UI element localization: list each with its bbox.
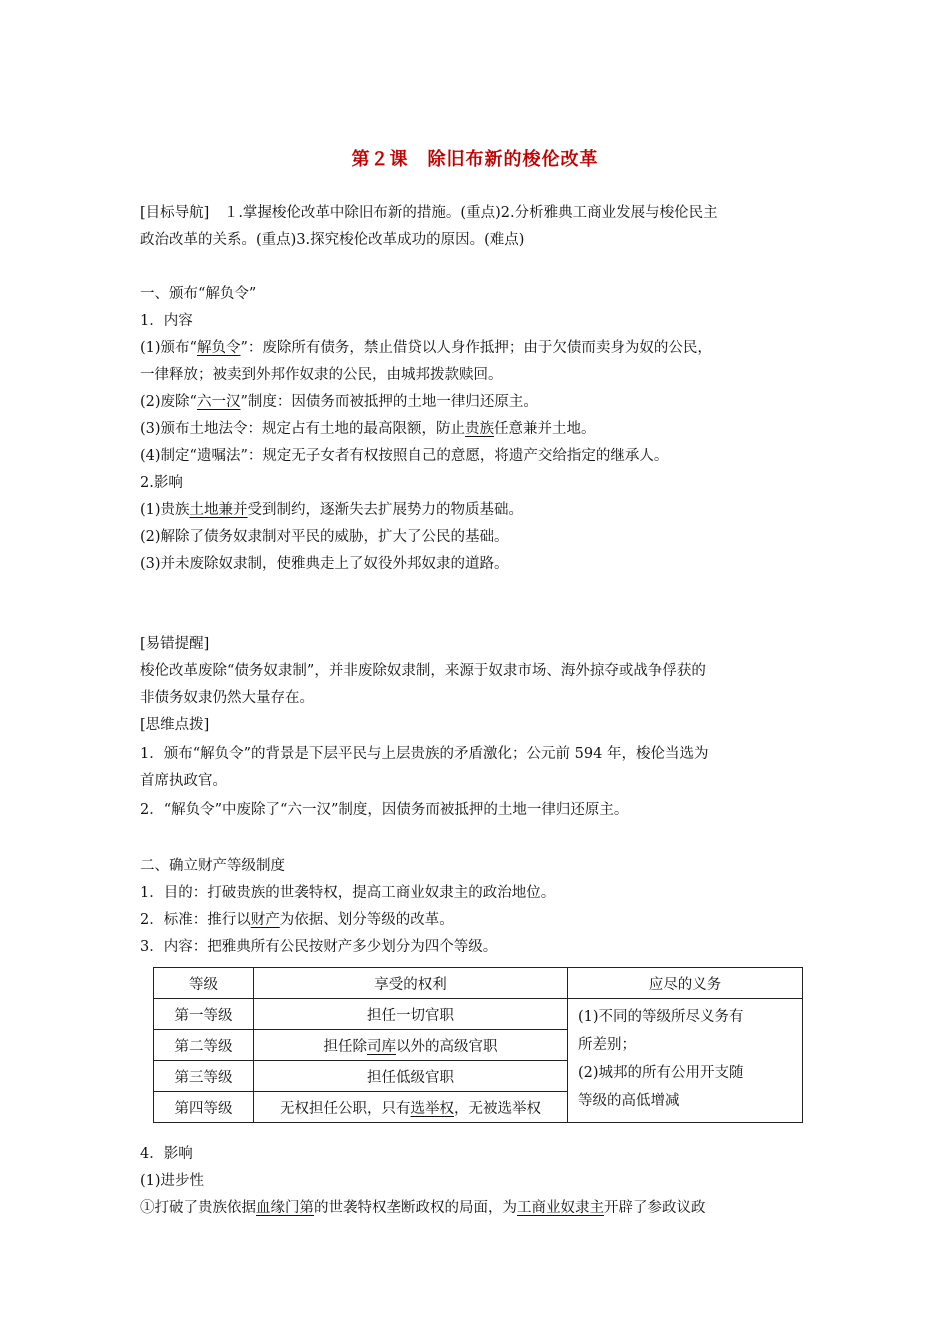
standard-item: 2．标准：推行以财产为依据、划分等级的改革。 bbox=[140, 912, 454, 928]
thinking-point-1-cont: 首席执政官。 bbox=[140, 773, 227, 789]
impact-heading-2: 4．影响 bbox=[140, 1146, 193, 1162]
grade-table bbox=[153, 967, 803, 1123]
keyword-underlined: 解负令 bbox=[196, 340, 241, 356]
reminder-line-1: 梭伦改革废除“债务奴隶制”，并非废除奴隶制，来源于奴隶市场、海外掠夺或战争俘获的 bbox=[140, 663, 706, 679]
grade-cell: 第一等级 bbox=[154, 999, 254, 1030]
rights-cell: 无权担任公职，只有选举权，无被选举权 bbox=[254, 1092, 568, 1123]
keyword-underlined: 司库 bbox=[367, 1038, 396, 1055]
thinking-point-2: 2．“解负令”中废除了“六一汉”制度，因债务而被抵押的土地一律归还原主。 bbox=[140, 802, 629, 818]
thinking-point-1: 1．颁布“解负令”的背景是下层平民与上层贵族的矛盾激化；公元前 594 年，梭伦当选为 bbox=[140, 746, 709, 762]
impact-item-2: (2)解除了债务奴隶制对平民的威胁，扩大了公民的基础。 bbox=[140, 529, 509, 545]
page-title: 第２课 除旧布新的梭伦改革 bbox=[351, 149, 599, 170]
impact-item-1: (1)贵族土地兼并受到制约，逐渐失去扩展势力的物质基础。 bbox=[140, 502, 524, 518]
section-heading-2: 二、确立财产等级制度 bbox=[140, 858, 285, 874]
keyword-underlined: 财产 bbox=[250, 912, 280, 928]
duties-cell: (1)不同的等级所尽义务有 所差别； (2)城邦的所有公用开支随 等级的高低增减 bbox=[568, 999, 803, 1123]
goal-line-2: 政治改革的关系。(重点)3.探究梭伦改革成功的原因。(难点) bbox=[140, 232, 525, 248]
reminder-line-2: 非债务奴隶仍然大量存在。 bbox=[140, 690, 314, 706]
grade-cell: 第三等级 bbox=[154, 1061, 254, 1092]
thinking-label: [思维点拨] bbox=[140, 717, 210, 733]
content-item-2: (2)废除“六一汉”制度：因债务而被抵押的土地一律归还原主。 bbox=[140, 394, 538, 410]
grade-cell: 第四等级 bbox=[154, 1092, 254, 1123]
content-item-1: (1)颁布“解负令”：废除所有债务，禁止借贷以人身作抵押；由于欠债而卖身为奴的公民， bbox=[140, 340, 712, 356]
keyword-underlined: 工商业奴隶主 bbox=[517, 1200, 604, 1216]
table-row bbox=[154, 999, 803, 1030]
section-heading-1: 一、颁布“解负令” bbox=[140, 286, 257, 302]
table-header: 应尽的义务 bbox=[568, 968, 803, 999]
goal-line-1: [目标导航] １.掌握梭伦改革中除旧布新的措施。(重点)2.分析雅典工商业发展与梭伦民主 bbox=[140, 205, 718, 221]
keyword-underlined: 贵族 bbox=[465, 421, 495, 437]
impact-item-3: (3)并未废除奴隶制，使雅典走上了奴役外邦奴隶的道路。 bbox=[140, 556, 509, 572]
reminder-label: [易错提醒] bbox=[140, 636, 210, 652]
goal-label: [目标导航] bbox=[140, 205, 210, 221]
rights-cell: 担任一切官职 bbox=[254, 999, 568, 1030]
rights-cell: 担任低级官职 bbox=[254, 1061, 568, 1092]
table-header: 等级 bbox=[154, 968, 254, 999]
content-item-4: (4)制定“遗嘱法”：规定无子女者有权按照自己的意愿，将遗产交给指定的继承人。 bbox=[140, 448, 669, 464]
impact-heading: 2.影响 bbox=[140, 475, 183, 491]
keyword-underlined: 血缘门第 bbox=[256, 1200, 314, 1216]
content-item: 3．内容：把雅典所有公民按财产多少划分为四个等级。 bbox=[140, 939, 498, 955]
content-heading: 1．内容 bbox=[140, 313, 193, 329]
content-item-1-cont: 一律释放；被卖到外邦作奴隶的公民，由城邦拨款赎回。 bbox=[140, 367, 503, 383]
progress-heading: (1)进步性 bbox=[140, 1173, 205, 1189]
keyword-underlined: 土地兼并 bbox=[189, 502, 248, 518]
grade-cell: 第二等级 bbox=[154, 1030, 254, 1061]
purpose-item: 1．目的：打破贵族的世袭特权，提高工商业奴隶主的政治地位。 bbox=[140, 885, 556, 901]
keyword-underlined: 六一汉 bbox=[196, 394, 241, 410]
keyword-underlined: 选举权 bbox=[410, 1100, 454, 1117]
rights-cell: 担任除司库以外的高级官职 bbox=[254, 1030, 568, 1061]
table-header-row bbox=[154, 968, 803, 999]
progress-item-1: ①打破了贵族依据血缘门第的世袭特权垄断政权的局面，为工商业奴隶主开辟了参政议政 bbox=[140, 1200, 706, 1216]
table-header: 享受的权利 bbox=[254, 968, 568, 999]
content-item-3: (3)颁布土地法令：规定占有土地的最高限额，防止贵族任意兼并土地。 bbox=[140, 421, 596, 437]
